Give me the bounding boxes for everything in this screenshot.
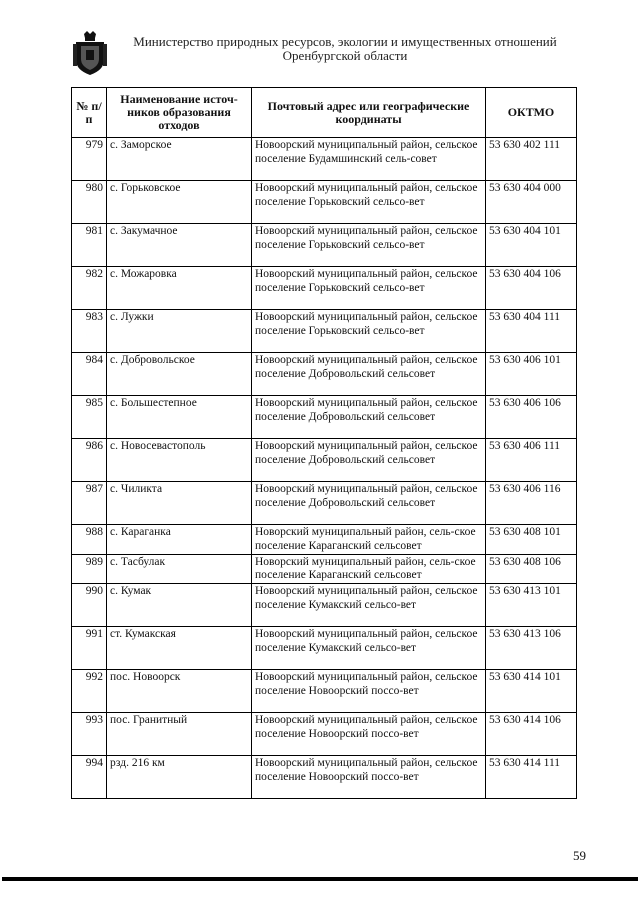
column-header-oktmo: ОКТМО [486, 88, 577, 138]
row-number: 985 [72, 396, 107, 439]
source-address: Новоорский муниципальный район, сельское поселение Новоорский поссо-вет [252, 713, 486, 756]
source-name: с. Чиликта [107, 482, 252, 525]
row-number: 980 [72, 181, 107, 224]
source-address: Новоорский муниципальный район, сельское поселение Горьковский сельсо-вет [252, 224, 486, 267]
row-number: 991 [72, 627, 107, 670]
source-name: с. Добровольское [107, 353, 252, 396]
oktmo-code: 53 630 414 101 [486, 670, 577, 713]
table-row [72, 310, 577, 353]
table-row [72, 713, 577, 756]
table-row [72, 181, 577, 224]
table-row [72, 224, 577, 267]
source-address: Новоорский муниципальный район, сельское поселение Новоорский поссо-вет [252, 670, 486, 713]
row-number: 979 [72, 138, 107, 181]
source-name: с. Новосевастополь [107, 439, 252, 482]
row-number: 984 [72, 353, 107, 396]
table-row [72, 353, 577, 396]
oktmo-code: 53 630 414 111 [486, 756, 577, 799]
source-address: Новоорский муниципальный район, сельское поселение Кумакский сельсо-вет [252, 627, 486, 670]
source-name: с. Заморское [107, 138, 252, 181]
oktmo-code: 53 630 413 101 [486, 584, 577, 627]
oktmo-code: 53 630 404 000 [486, 181, 577, 224]
row-number: 983 [72, 310, 107, 353]
source-name: с. Караганка [107, 525, 252, 555]
source-name: пос. Новоорск [107, 670, 252, 713]
table-row [72, 138, 577, 181]
row-number: 987 [72, 482, 107, 525]
table-row [72, 627, 577, 670]
source-address: Новорский муниципальный район, сель-ское поселение Караганский сельсовет [252, 554, 486, 584]
source-address: Новоорский муниципальный район, сельское поселение Добровольский сельсовет [252, 353, 486, 396]
source-name: ст. Кумакская [107, 627, 252, 670]
source-name: с. Горьковское [107, 181, 252, 224]
row-number: 981 [72, 224, 107, 267]
source-name: с. Тасбулак [107, 554, 252, 584]
source-name: с. Лужки [107, 310, 252, 353]
oktmo-code: 53 630 414 106 [486, 713, 577, 756]
table-row [72, 267, 577, 310]
source-address: Новоорский муниципальный район, сельское поселение Добровольский сельсовет [252, 396, 486, 439]
column-header-address: Почтовый адрес или географические координаты [252, 88, 486, 138]
row-number: 993 [72, 713, 107, 756]
oktmo-code: 53 630 406 111 [486, 439, 577, 482]
column-header-num: № п/п [72, 88, 107, 138]
source-name: рзд. 216 км [107, 756, 252, 799]
source-address: Новоорский муниципальный район, сельское поселение Горьковский сельсо-вет [252, 181, 486, 224]
source-name: с. Закумачное [107, 224, 252, 267]
source-name: с. Можаровка [107, 267, 252, 310]
table-row [72, 554, 577, 584]
oktmo-code: 53 630 406 101 [486, 353, 577, 396]
row-number: 992 [72, 670, 107, 713]
source-name: с. Кумак [107, 584, 252, 627]
table-row [72, 584, 577, 627]
oktmo-code: 53 630 408 106 [486, 554, 577, 584]
source-name: пос. Гранитный [107, 713, 252, 756]
row-number: 994 [72, 756, 107, 799]
table-row [72, 525, 577, 555]
table-row [72, 396, 577, 439]
table-row [72, 482, 577, 525]
oktmo-code: 53 630 406 106 [486, 396, 577, 439]
source-address: Новоорский муниципальный район, сельское поселение Горьковский сельсо-вет [252, 310, 486, 353]
oktmo-code: 53 630 404 101 [486, 224, 577, 267]
region-name: Оренбургской области [282, 48, 408, 63]
document-header [110, 35, 580, 63]
oktmo-code: 53 630 406 116 [486, 482, 577, 525]
source-address: Новоорский муниципальный район, сельское поселение Добровольский сельсовет [252, 482, 486, 525]
row-number: 989 [72, 554, 107, 584]
row-number: 982 [72, 267, 107, 310]
source-address: Новоорский муниципальный район, сельское поселение Новоорский поссо-вет [252, 756, 486, 799]
source-address: Новоорский муниципальный район, сельское поселение Кумакский сельсо-вет [252, 584, 486, 627]
row-number: 988 [72, 525, 107, 555]
waste-sources-table [71, 87, 577, 799]
coat-of-arms-icon [73, 30, 107, 76]
row-number: 990 [72, 584, 107, 627]
ministry-name: Министерство природных ресурсов, экологии и имущественных отношений [133, 34, 557, 49]
page-number: 59 [573, 848, 586, 863]
source-name: с. Большестепное [107, 396, 252, 439]
source-address: Новоорский муниципальный район, сельское поселение Горьковский сельсо-вет [252, 267, 486, 310]
oktmo-code: 53 630 402 111 [486, 138, 577, 181]
oktmo-code: 53 630 404 111 [486, 310, 577, 353]
column-header-name: Наименование источ-ников образования отходов [107, 88, 252, 138]
oktmo-code: 53 630 408 101 [486, 525, 577, 555]
source-address: Новорский муниципальный район, сель-ское поселение Караганский сельсовет [252, 525, 486, 555]
table-row [72, 439, 577, 482]
source-address: Новоорский муниципальный район, сельское поселение Добровольский сельсовет [252, 439, 486, 482]
oktmo-code: 53 630 413 106 [486, 627, 577, 670]
source-address: Новоорский муниципальный район, сельское поселение Будамшинский сель-совет [252, 138, 486, 181]
row-number: 986 [72, 439, 107, 482]
oktmo-code: 53 630 404 106 [486, 267, 577, 310]
footer-divider [2, 877, 638, 881]
table-row [72, 756, 577, 799]
table-header-row [72, 88, 577, 138]
table-row [72, 670, 577, 713]
